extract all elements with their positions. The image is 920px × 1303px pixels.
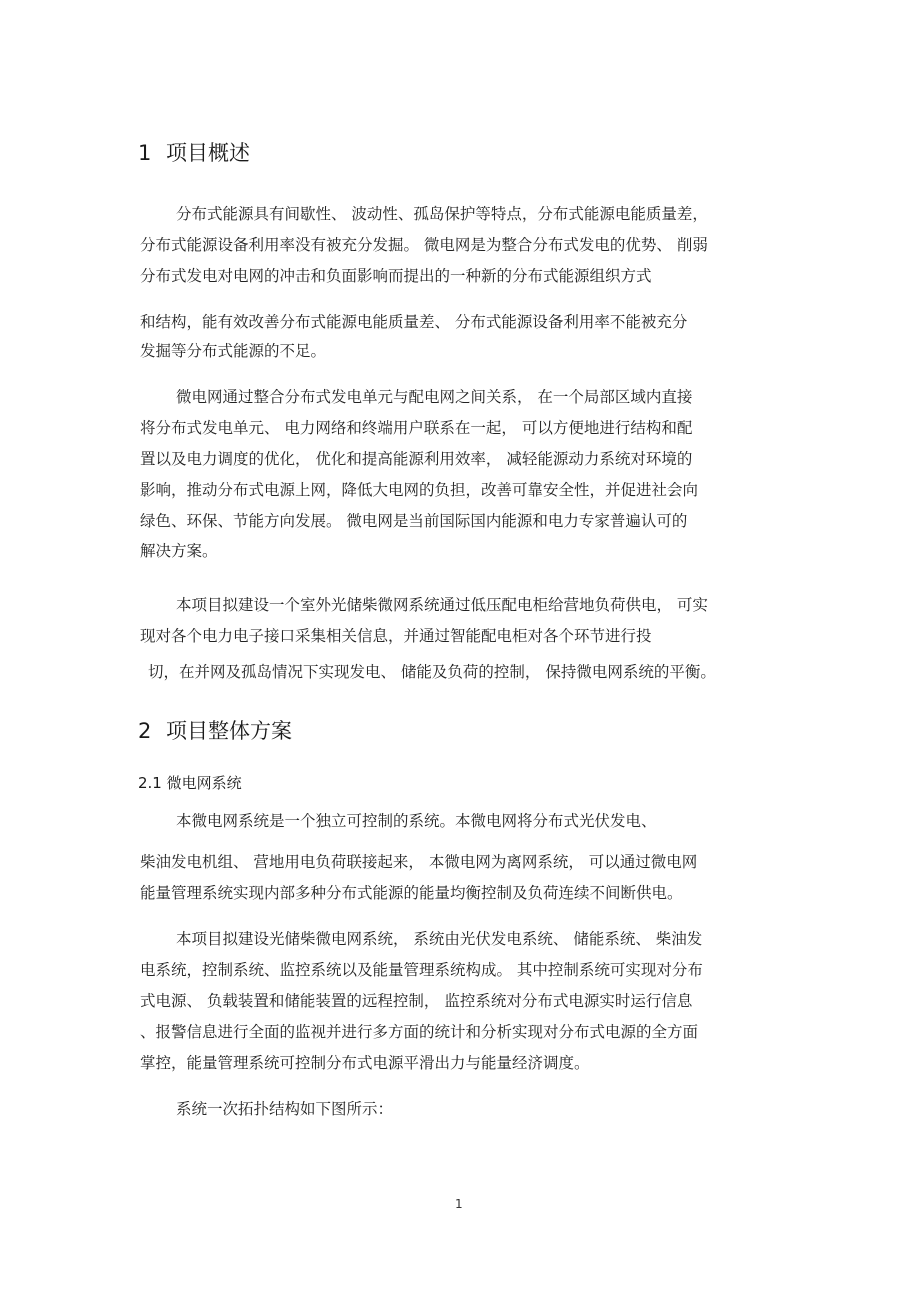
section-2-number: 2 [138,719,152,743]
paragraph-line: 分布式发电对电网的冲击和负面影响而提出的一种新的分布式能源组织方式 [140,267,652,285]
section-2-title: 项目整体方案 [166,719,292,743]
paragraph-line: 影响，推动分布式电源上网，降低大电网的负担，改善可靠安全性，并促进社会向 [140,481,699,499]
paragraph-line: 将分布式发电单元、 电力网络和终端用户联系在一起， 可以方便地进行结构和配 [140,419,693,437]
paragraph-line: 式电源、 负载装置和储能装置的远程控制， 监控系统对分布式电源实时运行信息 [140,992,693,1010]
paragraph-line: 本微电网系统是一个独立可控制的系统。本微电网将分布式光伏发电、 [176,812,657,830]
paragraph-line: 分布式能源设备利用率没有被充分发掘。 微电网是为整合分布式发电的优势、 削弱 [140,236,708,254]
paragraph-line: 本项目拟建设光储柴微电网系统， 系统由光伏发电系统、 储能系统、 柴油发 [176,930,703,948]
paragraph-line: 电系统，控制系统、监控系统以及能量管理系统构成。 其中控制系统可实现对分布 [140,961,703,979]
paragraph-line: 掌控，能量管理系统可控制分布式电源平滑出力与能量经济调度。 [140,1054,590,1072]
paragraph-line: 切，在并网及孤岛情况下实现发电、 储能及负荷的控制， 保持微电网系统的平衡。 [148,663,716,681]
paragraph-line: 绿色、环保、节能方向发展。 微电网是当前国际国内能源和电力专家普遍认可的 [140,512,688,530]
section-1-number: 1 [138,141,152,165]
paragraph-line: 柴油发电机组、 营地用电负荷联接起来， 本微电网为离网系统， 可以通过微电网 [140,853,698,871]
section-1-title: 项目概述 [166,141,250,165]
subsection-2-1-heading: 2.1 微电网系统 [138,774,242,792]
section-1-heading [138,140,250,166]
paragraph-line: 能量管理系统实现内部多种分布式能源的能量均衡控制及负荷连续不间断供电。 [140,884,683,902]
paragraph-line: 本项目拟建设一个室外光储柴微网系统通过低压配电柜给营地负荷供电， 可实 [176,596,708,614]
paragraph-line: 现对各个电力电子接口采集相关信息，并通过智能配电柜对各个环节进行投 [140,627,652,645]
paragraph-line: 置以及电力调度的优化， 优化和提高能源利用效率， 减轻能源动力系统对环境的 [140,450,693,468]
section-2-heading [138,718,292,744]
paragraph-line: 、报警信息进行全面的监视并进行多方面的统计和分析实现对分布式电源的全方面 [140,1023,699,1041]
paragraph-line: 发掘等分布式能源的不足。 [140,342,327,360]
paragraph-line: 解决方案。 [140,542,218,560]
paragraph-line: 分布式能源具有间歇性、 波动性、孤岛保护等特点，分布式能源电能质量差， [176,205,708,223]
paragraph-line: 系统一次拓扑结构如下图所示： [176,1100,394,1118]
paragraph-line: 和结构，能有效改善分布式能源电能质量差、 分布式能源设备利用率不能被充分 [140,313,688,331]
paragraph-line: 微电网通过整合分布式发电单元与配电网之间关系， 在一个局部区域内直接 [176,388,693,406]
page-number: 1 [455,1197,463,1211]
